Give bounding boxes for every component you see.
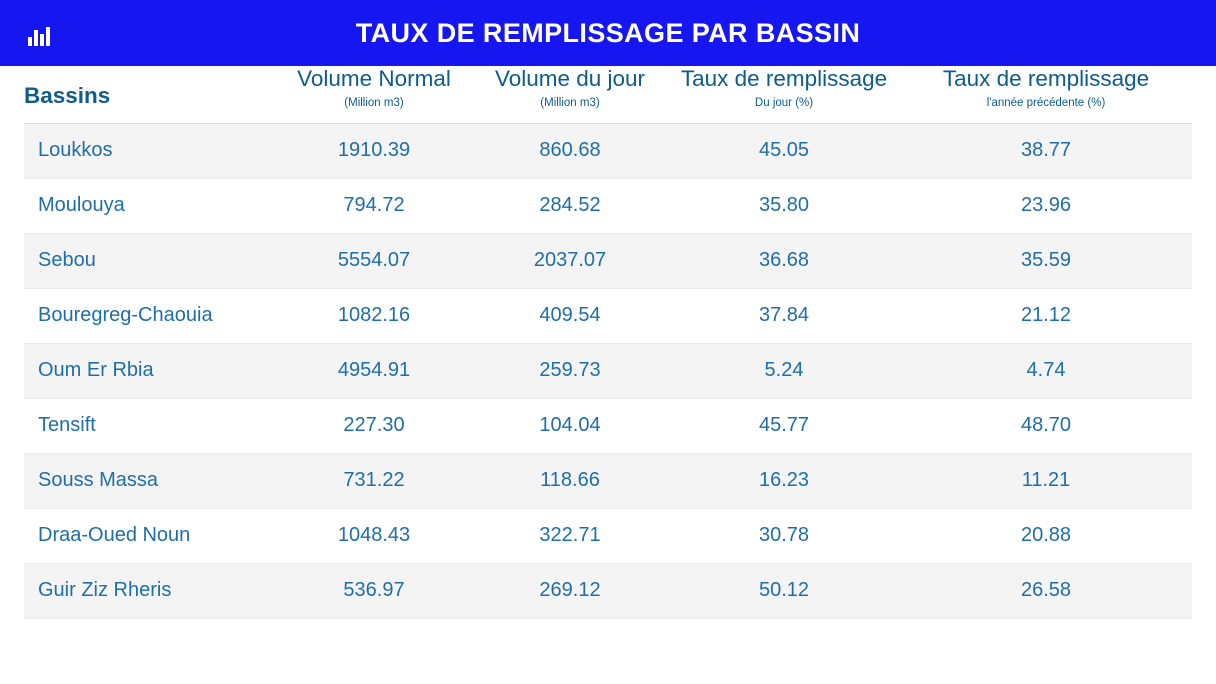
cell-taux-precedent: 48.70: [900, 398, 1192, 453]
cell-taux-jour: 37.84: [668, 288, 900, 343]
cell-volume-normal: 1048.43: [276, 508, 472, 563]
cell-taux-jour: 36.68: [668, 233, 900, 288]
column-header-taux-precedent-unit: l'année précédente (%): [986, 96, 1106, 109]
cell-volume-jour: 860.68: [472, 123, 668, 178]
cell-taux-precedent: 11.21: [900, 453, 1192, 508]
cell-taux-jour: 5.24: [668, 343, 900, 398]
cell-taux-precedent: 20.88: [900, 508, 1192, 563]
cell-volume-normal: 794.72: [276, 178, 472, 233]
column-header-bassins-title: Bassins: [24, 83, 111, 108]
cell-volume-jour: 284.52: [472, 178, 668, 233]
cell-volume-jour: 118.66: [472, 453, 668, 508]
bar-chart-icon-bar: [28, 37, 32, 46]
column-header-volume-normal: [276, 66, 472, 123]
cell-taux-jour: 35.80: [668, 178, 900, 233]
bar-chart-icon-bar: [34, 30, 38, 46]
cell-taux-jour: 30.78: [668, 508, 900, 563]
table-row: [24, 343, 1192, 398]
cell-bassin: Oum Er Rbia: [24, 343, 276, 398]
bar-chart-icon-bar: [40, 34, 44, 46]
cell-volume-jour: 322.71: [472, 508, 668, 563]
table-row: [24, 398, 1192, 453]
cell-bassin: Moulouya: [24, 178, 276, 233]
table-row: [24, 508, 1192, 563]
column-header-volume-normal-title: Volume Normal: [297, 66, 451, 91]
cell-taux-precedent: 35.59: [900, 233, 1192, 288]
cell-volume-normal: 1082.16: [276, 288, 472, 343]
cell-taux-precedent: 26.58: [900, 563, 1192, 618]
table-row: [24, 233, 1192, 288]
cell-taux-jour: 16.23: [668, 453, 900, 508]
cell-taux-precedent: 21.12: [900, 288, 1192, 343]
cell-volume-normal: 1910.39: [276, 123, 472, 178]
table-row: [24, 563, 1192, 618]
cell-bassin: Souss Massa: [24, 453, 276, 508]
column-header-taux-jour-title: Taux de remplissage: [680, 66, 888, 91]
cell-bassin: Tensift: [24, 398, 276, 453]
cell-volume-jour: 104.04: [472, 398, 668, 453]
column-header-taux-precedent: [900, 66, 1192, 123]
bar-chart-icon: [26, 20, 52, 46]
cell-bassin: Guir Ziz Rheris: [24, 563, 276, 618]
column-header-taux-jour: [668, 66, 900, 123]
table-row: [24, 288, 1192, 343]
cell-taux-precedent: 38.77: [900, 123, 1192, 178]
column-header-volume-jour-unit: (Million m3): [540, 96, 600, 109]
column-header-volume-jour-title: Volume du jour: [494, 66, 646, 91]
page-header: [0, 0, 1216, 66]
cell-taux-jour: 45.77: [668, 398, 900, 453]
table-row: [24, 123, 1192, 178]
cell-taux-precedent: 23.96: [900, 178, 1192, 233]
fill-rate-table: [24, 66, 1192, 619]
column-header-taux-jour-unit: Du jour (%): [754, 96, 814, 109]
cell-volume-normal: 4954.91: [276, 343, 472, 398]
bar-chart-icon-bar: [46, 27, 50, 46]
column-header-taux-precedent-title: Taux de remplissage: [942, 66, 1150, 91]
table-header-row: [24, 66, 1192, 123]
cell-volume-normal: 731.22: [276, 453, 472, 508]
cell-bassin: Draa-Oued Noun: [24, 508, 276, 563]
cell-volume-normal: 536.97: [276, 563, 472, 618]
column-header-volume-jour: [472, 66, 668, 123]
cell-bassin: Bouregreg-Chaouia: [24, 288, 276, 343]
cell-taux-precedent: 4.74: [900, 343, 1192, 398]
cell-volume-jour: 259.73: [472, 343, 668, 398]
page-title: TAUX DE REMPLISSAGE PAR BASSIN: [355, 17, 861, 48]
cell-volume-normal: 227.30: [276, 398, 472, 453]
table-row: [24, 453, 1192, 508]
cell-volume-jour: 409.54: [472, 288, 668, 343]
cell-taux-jour: 50.12: [668, 563, 900, 618]
cell-volume-normal: 5554.07: [276, 233, 472, 288]
table-container: [0, 66, 1216, 619]
column-header-bassins: [24, 66, 276, 123]
cell-bassin: Loukkos: [24, 123, 276, 178]
column-header-volume-normal-unit: (Million m3): [344, 96, 404, 109]
table-body: [24, 123, 1192, 618]
cell-volume-jour: 2037.07: [472, 233, 668, 288]
table-row: [24, 178, 1192, 233]
cell-volume-jour: 269.12: [472, 563, 668, 618]
cell-bassin: Sebou: [24, 233, 276, 288]
cell-taux-jour: 45.05: [668, 123, 900, 178]
table-header: [24, 66, 1192, 123]
